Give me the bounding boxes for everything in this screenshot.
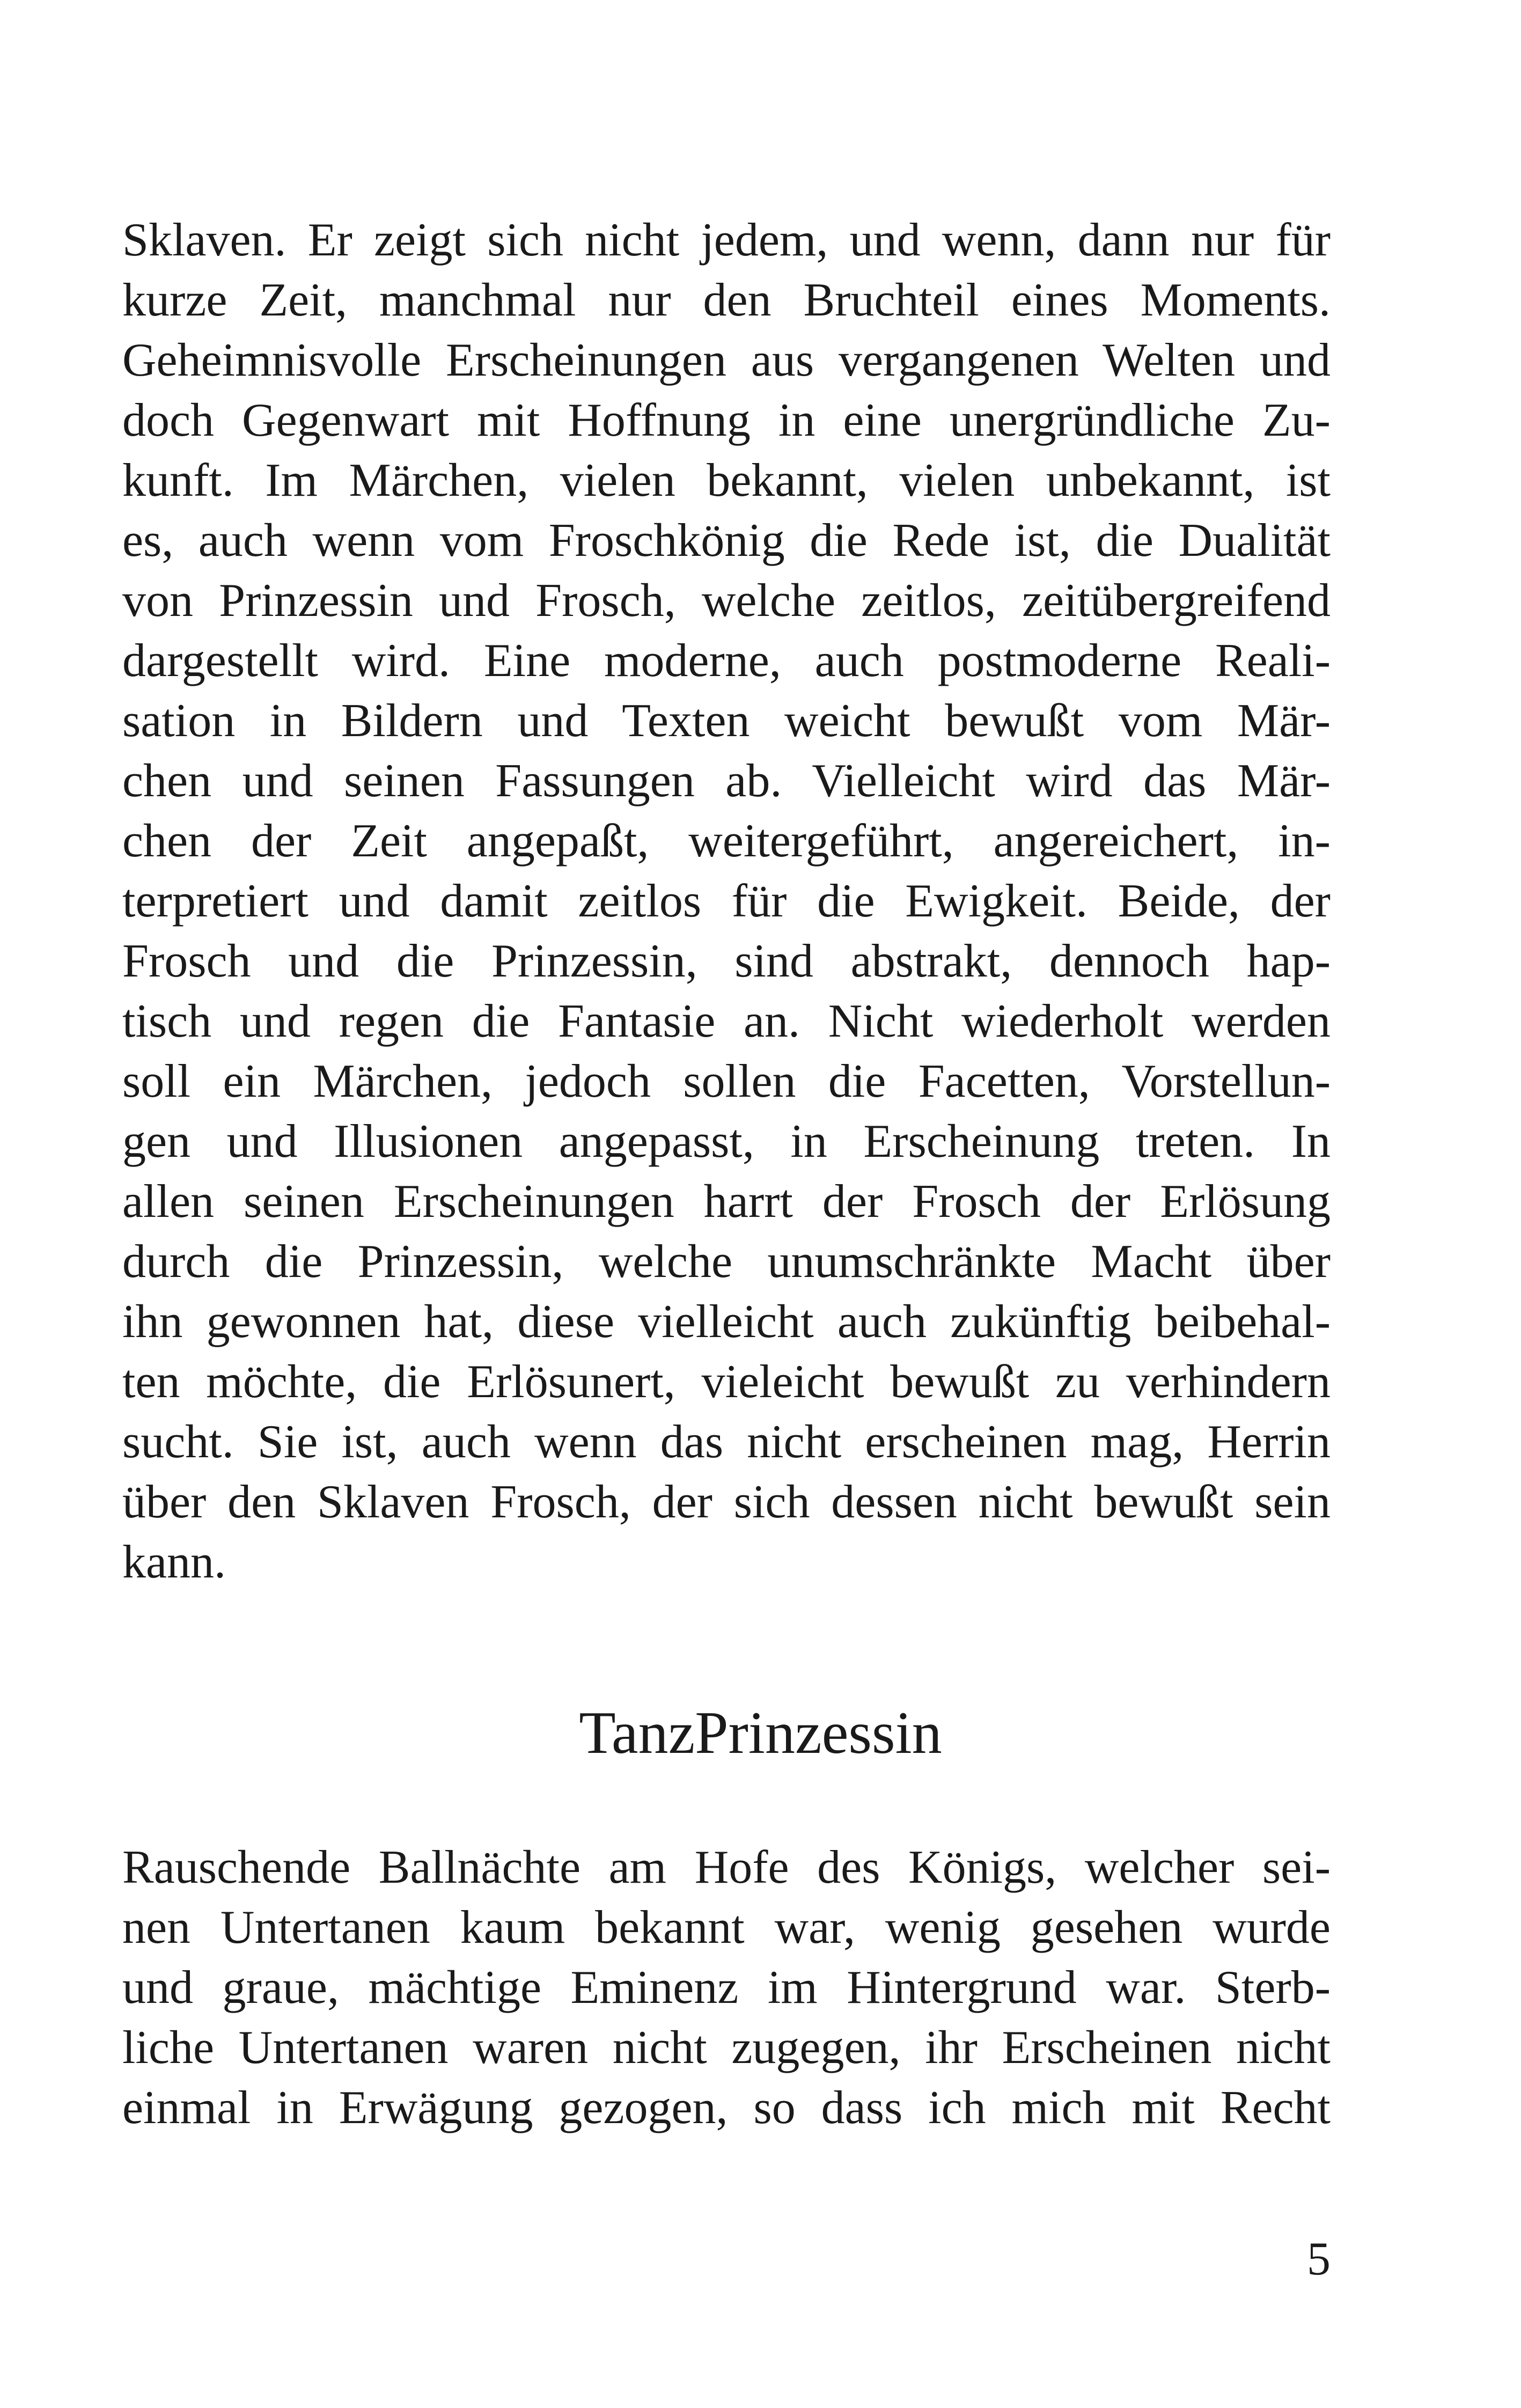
paragraph-line: kunft. Im Märchen, vielen bekannt, vielen unbekannt, ist (122, 454, 1331, 506)
page-number: 5 (1307, 2233, 1331, 2285)
paragraph-2 (122, 1838, 1331, 2138)
paragraph-line: Frosch und die Prinzessin, sind abstrakt, dennoch hap- (122, 935, 1331, 987)
paragraph-1 (122, 210, 1331, 1592)
paragraph-line: dargestellt wird. Eine moderne, auch postmoderne Reali- (122, 635, 1331, 687)
paragraph-line: ihn gewonnen hat, diese vielleicht auch zukünftig beibehal- (122, 1296, 1331, 1348)
paragraph-line: ten möchte, die Erlösunert, vieleicht bewußt zu verhindern (122, 1356, 1331, 1408)
paragraph-line: tisch und regen die Fantasie an. Nicht wiederholt werden (122, 995, 1331, 1047)
paragraph-line: doch Gegenwart mit Hoffnung in eine unergründliche Zu- (122, 394, 1331, 446)
section-heading: TanzPrinzessin (579, 1700, 942, 1766)
paragraph-line: terpretiert und damit zeitlos für die Ewigkeit. Beide, der (122, 875, 1331, 927)
paragraph-line: sucht. Sie ist, auch wenn das nicht erscheinen mag, Herrin (122, 1416, 1331, 1468)
paragraph-line: es, auch wenn vom Froschkönig die Rede ist, die Dualität (122, 515, 1331, 567)
paragraph-line: Sklaven. Er zeigt sich nicht jedem, und wenn, dann nur für (122, 214, 1331, 266)
paragraph-line: chen der Zeit angepaßt, weitergeführt, angereichert, in- (122, 815, 1331, 867)
paragraph-line: durch die Prinzessin, welche unumschränkte Macht über (122, 1236, 1331, 1288)
paragraph-line: von Prinzessin und Frosch, welche zeitlos, zeitübergreifend (122, 575, 1331, 627)
paragraph-line: gen und Illusionen angepasst, in Erscheinung treten. In (122, 1115, 1331, 1168)
paragraph-line: chen und seinen Fassungen ab. Vielleicht wird das Mär- (122, 755, 1331, 807)
paragraph-line: einmal in Erwägung gezogen, so dass ich mich mit Recht (122, 2082, 1331, 2134)
paragraph-line: über den Sklaven Frosch, der sich dessen nicht bewußt sein (122, 1476, 1331, 1528)
paragraph-line: soll ein Märchen, jedoch sollen die Facetten, Vorstellun- (122, 1055, 1331, 1107)
paragraph-line: und graue, mächtige Eminenz im Hintergrund war. Sterb- (122, 1962, 1331, 2014)
paragraph-line: nen Untertanen kaum bekannt war, wenig gesehen wurde (122, 1902, 1331, 1954)
paragraph-line: liche Untertanen waren nicht zugegen, ihr Erscheinen nicht (122, 2022, 1331, 2074)
paragraph-line: sation in Bildern und Texten weicht bewußt vom Mär- (122, 695, 1331, 747)
paragraph-line: kurze Zeit, manchmal nur den Bruchteil eines Moments. (122, 274, 1331, 326)
paragraph-line: Geheimnisvolle Erscheinungen aus vergangenen Welten und (122, 334, 1331, 386)
paragraph-line: Rauschende Ballnächte am Hofe des Königs, welcher sei- (122, 1841, 1331, 1893)
paragraph-line: kann. (122, 1536, 226, 1588)
paragraph-line: allen seinen Erscheinungen harrt der Frosch der Erlösung (122, 1176, 1331, 1228)
